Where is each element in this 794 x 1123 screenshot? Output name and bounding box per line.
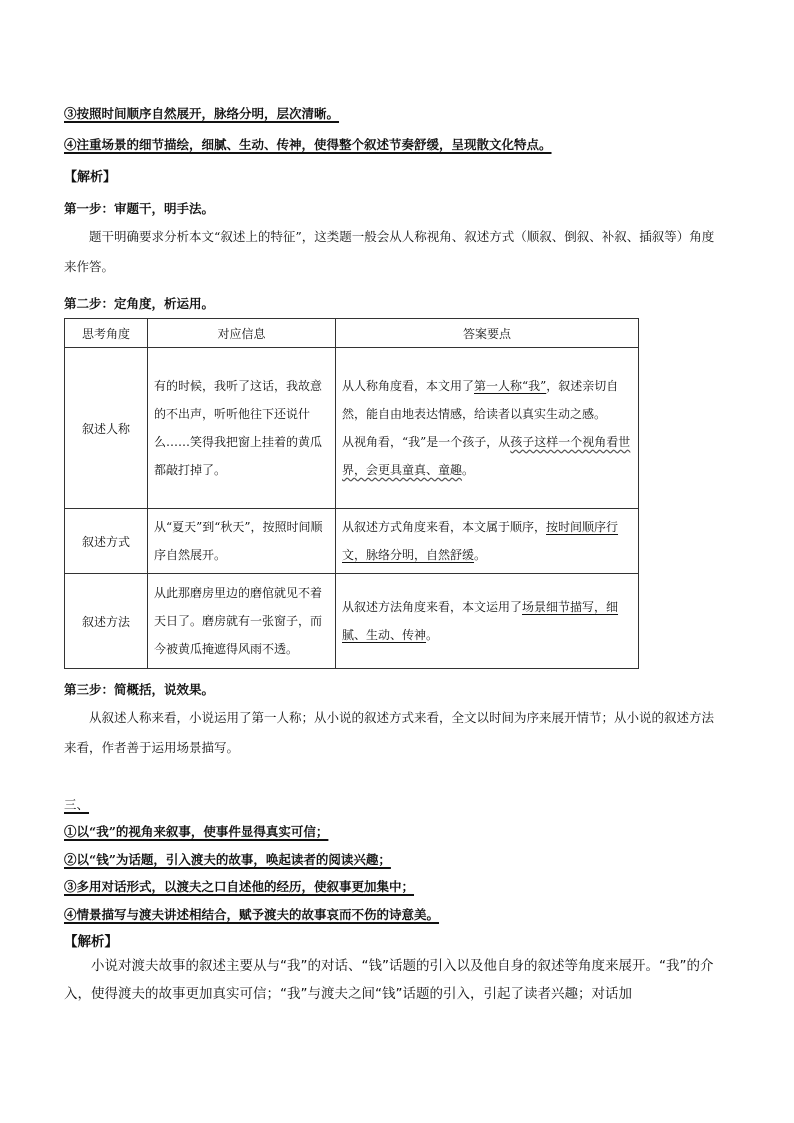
table-row <box>65 348 639 509</box>
answer-text: 从人称角度看，本文用了 <box>342 379 475 393</box>
table-cell-angle: 叙述方法 <box>65 574 148 669</box>
answer-text: 。 <box>474 548 487 562</box>
step3-title: 第三步：简概括，说效果。 <box>64 682 215 697</box>
answer-keyphrase: 第一人称“我” <box>474 379 547 393</box>
table-cell-answer <box>336 509 639 574</box>
table-row <box>65 574 639 669</box>
answer-point-3: ③按照时间顺序自然展开，脉络分明，层次清晰。 <box>64 106 340 121</box>
answer-line <box>342 428 632 484</box>
table-cell-answer <box>336 348 639 509</box>
step1-text: 题干明确要求分析本文“叙述上的特征”，这类题一般会从人称视角、叙述方式（顺叙、倒叙、补叙、插叙等）角度来作答。 <box>64 229 715 274</box>
answer-text: 从视角看，“我”是一个孩子，从 <box>342 435 511 449</box>
table-cell-angle: 叙述方式 <box>65 509 148 574</box>
step1-title: 第一步：审题干，明手法。 <box>64 201 215 216</box>
table-cell-info: 从此那磨房里边的磨倌就见不着天日了。磨房就有一张窗子，而今被黄瓜掩遮得风雨不透。 <box>148 574 336 669</box>
table-cell-angle: 叙述人称 <box>65 348 148 509</box>
section3-point-4: ④情景描写与渡夫讲述相结合，赋予渡夫的故事哀而不伤的诗意美。 <box>64 907 440 922</box>
analysis-label: 【解析】 <box>64 170 117 185</box>
table-header-row <box>65 319 639 348</box>
answer-text: 。 <box>462 463 475 477</box>
step2-title: 第二步：定角度，析运用。 <box>64 296 215 311</box>
answer-keyphrase: 场景细节描写，细腻、生动、传神 <box>342 600 619 642</box>
section3-analysis-label: 【解析】 <box>64 934 118 950</box>
table-row <box>65 509 639 574</box>
answer-keyphrase: 孩子这样一个视角看世界，会更具童真、童趣 <box>342 435 631 477</box>
analysis-table <box>64 318 639 669</box>
table-cell-answer <box>336 574 639 669</box>
answer-line <box>342 372 632 428</box>
table-cell-info: 有的时候，我听了这话，我故意的不出声，听听他往下还说什么……笑得我把窗上挂着的黄瓜都敲打掉了。 <box>148 348 336 509</box>
section3-point-2: ②以“钱”为话题，引入渡夫的故事，唤起读者的阅读兴趣； <box>64 852 391 867</box>
table-header: 思考角度 <box>65 319 148 348</box>
table-header: 答案要点 <box>336 319 639 348</box>
section3-point-1: ①以“我”的视角来叙事，使事件显得真实可信； <box>64 824 329 839</box>
table-header: 对应信息 <box>148 319 336 348</box>
answer-keyphrase: 按时间顺序行文，脉络分明，自然舒缓 <box>342 520 619 562</box>
section-number: 三、 <box>64 797 90 812</box>
section3-point-3: ③多用对话形式，以渡夫之口自述他的经历，使叙事更加集中； <box>64 879 415 894</box>
answer-point-4: ④注重场景的细节描绘，细腻、生动、传神，使得整个叙述节奏舒缓，呈现散文化特点。 <box>64 137 552 152</box>
answer-text: 从叙述方法角度来看，本文运用了 <box>342 600 523 614</box>
answer-text: 。 <box>426 628 439 642</box>
table-cell-info: 从“夏天”到“秋天”，按照时间顺序自然展开。 <box>148 509 336 574</box>
section3-analysis-text: 小说对渡夫故事的叙述主要从与“我”的对话、“钱”话题的引入以及他自身的叙述等角度来展开。“我”的介入，使得渡夫的故事更加真实可信；“我”与渡夫之间“钱”话题的引入，引起了读者兴趣；对话加 <box>64 958 714 1002</box>
answer-text: ，叙述亲切自然，能自由地表达情感，给读者以真实生动之感。 <box>342 379 619 421</box>
step3-text: 从叙述人称来看，小说运用了第一人称；从小说的叙述方式来看，全文以时间为序来展开情节；从小说的叙述方法来看，作者善于运用场景描写。 <box>64 710 715 755</box>
answer-text: 从叙述方式角度来看，本文属于顺序， <box>342 520 547 534</box>
